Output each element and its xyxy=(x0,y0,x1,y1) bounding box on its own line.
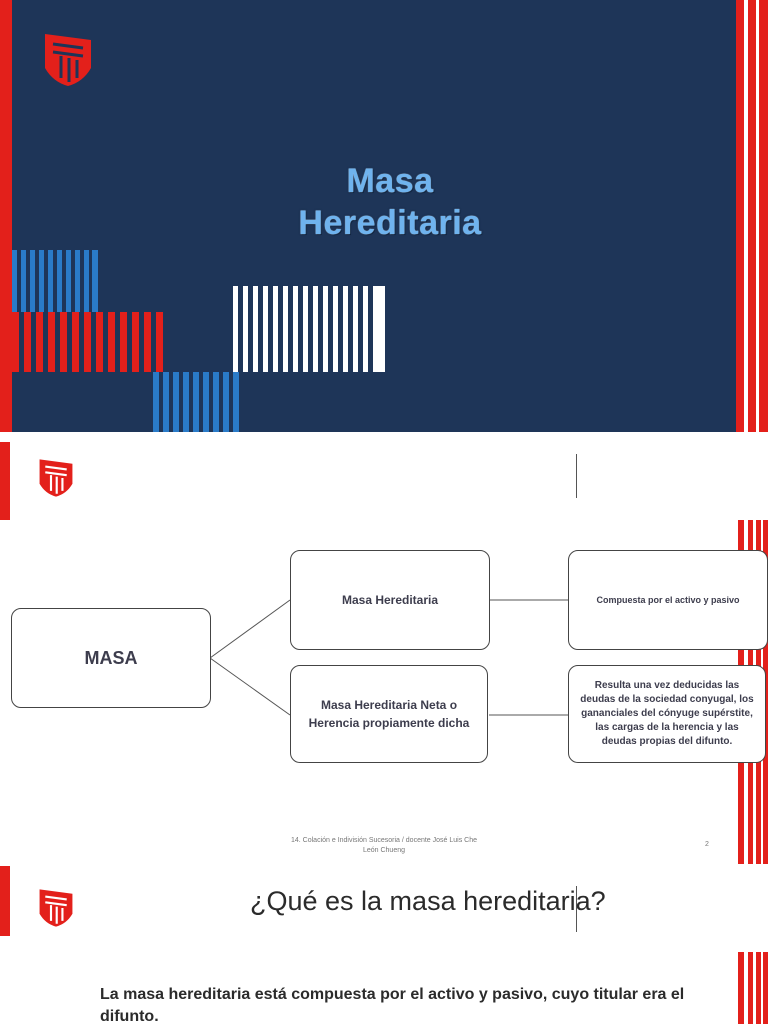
slide-diagram xyxy=(0,432,768,864)
slide-title xyxy=(0,0,768,432)
masa-neta-node: Masa Hereditaria Neta o Herencia propiamente dicha xyxy=(290,665,488,763)
slide-body-text: La masa hereditaria está compuesta por el activo y pasivo, cuyo titular era el difunto. xyxy=(100,986,685,1024)
slide-question xyxy=(0,864,768,1024)
desc-node-2: Resulta una vez deducidas las deudas de la sociedad conyugal, los gananciales del cónyuge supérstite, las cargas de la herencia y las deudas propias del difunto. xyxy=(568,665,766,763)
university-shield-logo xyxy=(38,888,74,928)
title-line-1: Masa xyxy=(346,162,434,200)
white-stripe-block xyxy=(233,286,388,372)
university-shield-logo xyxy=(43,32,93,88)
footer-line-1: 14. Colación e Indivisión Sucesoria / docente José Luis Che xyxy=(291,837,477,844)
red-stripe-block xyxy=(12,312,167,372)
left-red-accent xyxy=(0,866,10,936)
blue-stripe-block-top xyxy=(12,250,102,312)
masa-node: MASA xyxy=(11,608,211,708)
masa-hereditaria-node: Masa Hereditaria xyxy=(290,550,490,650)
right-stripe-block xyxy=(738,952,768,1024)
left-red-stripe xyxy=(0,0,12,432)
desc-node-1: Compuesta por el activo y pasivo xyxy=(568,550,768,650)
footer-line-2: León Chueng xyxy=(362,847,406,854)
page-number: 2 xyxy=(705,841,709,848)
title-line-2: Hereditaria xyxy=(298,204,482,242)
slide-title-text xyxy=(240,160,540,244)
right-stripe-block xyxy=(736,0,768,432)
slide-heading: ¿Qué es la masa hereditaria? xyxy=(250,886,606,916)
slide-footer xyxy=(260,836,508,856)
blue-stripe-block-bottom xyxy=(153,372,241,432)
